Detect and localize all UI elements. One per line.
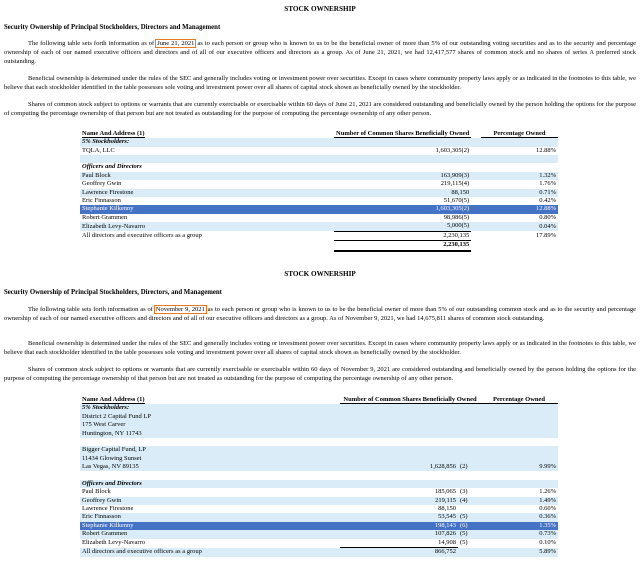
row-shares: 107,826 <box>434 530 456 538</box>
table-row <box>80 413 558 421</box>
row-name: Eric Finnasson <box>82 197 121 204</box>
officers-label: Officers and Directors <box>82 479 142 487</box>
section2-subheading: Security Ownership of Principal Stockholders, Directors, and Management <box>4 289 222 296</box>
row-pct: 1.35% <box>480 522 558 530</box>
row-pct: 0.71% <box>539 188 556 196</box>
row-shares: 1,628,856 <box>430 463 456 470</box>
section1-para1 <box>4 40 636 66</box>
table-row <box>80 172 558 180</box>
table-row-selected[interactable] <box>80 522 558 530</box>
row-name: All directors and executive officers as a group <box>82 548 202 556</box>
section2-title: STOCK OWNERSHIP <box>284 270 356 278</box>
row-shares: 88,150 <box>438 504 456 512</box>
row-pct: 12.88% <box>535 146 556 154</box>
grand-total-value: 2,230,135 <box>334 241 471 251</box>
row-pct: 5.89% <box>539 548 556 556</box>
row-name: Robert Grammen <box>82 530 128 538</box>
row-pct: 0.60% <box>539 504 556 512</box>
table-row <box>80 513 558 521</box>
table-grand-total-row <box>80 241 558 251</box>
section1-para3: Shares of common stock subject to options or warrants that are currently exercisable or exercisable within 60 days of June 21, 2021 are considered outstanding and beneficially owned by the person holding the options for the purpose of computing the percentage ownership of that person but are not treated as outstanding for the purpose of computing the percentage ownership of any other person. <box>4 101 636 117</box>
row-shares: 51,670(5) <box>443 197 470 204</box>
table-total-row <box>80 548 558 557</box>
table-row <box>80 147 558 155</box>
row-shares: 2,230,135 <box>334 231 471 240</box>
table-section-row <box>80 163 558 171</box>
table-section-row <box>80 404 558 413</box>
spacer-row <box>80 438 558 446</box>
table-row <box>80 197 558 205</box>
row-pct: 0.04% <box>539 222 556 230</box>
section1-para2: Beneficial ownership is determined under the rules of the SEC and generally includes voting or investment power over securities. Except in cases where community property laws apply or as indicated in the footnotes to this table, we believe that each stockholder identified in the table possesses sole voting and investment power over all shares of capital stock shown as beneficially owned by the stockholder. <box>4 75 636 91</box>
row-shares: 98,986(5) <box>443 213 470 221</box>
section1-subheading: Security Ownership of Principal Stockholders, Directors and Management <box>4 24 221 31</box>
table-row <box>80 463 558 471</box>
row-pct: 1.26% <box>539 488 556 496</box>
row-pct: 0.10% <box>539 539 556 547</box>
row-name: Robert Grammen <box>82 213 128 221</box>
row-pct: 1.49% <box>539 496 556 504</box>
row-name: Paul Block <box>82 488 111 496</box>
row-shares: 163,909(3) <box>440 171 470 179</box>
row-shares: 5,000(5) <box>447 222 470 230</box>
table-row <box>80 505 558 513</box>
row-shares: 14,908 <box>438 538 456 546</box>
section2-para2: Beneficial ownership is determined under the rules of the SEC and generally includes voting or investment power over securities. Except in cases where community property laws apply or as indicated in the footnotes to this table, we believe that each stockholder identified in the table possesses sole voting and investment power over all shares of capital stock shown as beneficially owned by the stockholder. <box>4 340 636 356</box>
row-pct: 0.42% <box>539 197 556 204</box>
table-row <box>80 222 558 231</box>
table-total-row <box>80 231 558 240</box>
holder1-name: District 2 Capital Fund LP <box>82 412 151 420</box>
five-pct-label: 5% Stockholders: <box>82 404 130 412</box>
section2-ownership-table <box>80 395 558 557</box>
row-name: All directors and executive officers as a group <box>82 232 202 240</box>
spacer-row <box>80 471 558 479</box>
section1-date-highlight[interactable]: June 21, 2021 <box>157 40 195 47</box>
col-pct-header: Percentage Owned <box>480 395 558 404</box>
table-row <box>80 189 558 197</box>
row-footnote: (6) <box>458 522 480 530</box>
row-name: Elizabeth Levy-Navarro <box>82 222 145 230</box>
row-name: Elizabeth Levy-Navarro <box>82 539 145 547</box>
row-pct: 12.88% <box>481 205 558 213</box>
table-section-row <box>80 480 558 488</box>
table-row <box>80 539 558 548</box>
row-footnote: (4) <box>460 496 468 504</box>
row-pct: 17.89% <box>535 232 556 240</box>
row-name: Stephanie Kilkenny <box>80 522 340 530</box>
row-pct: 1.76% <box>539 180 556 188</box>
row-pct: 1.32% <box>539 171 556 179</box>
row-name: Lawrence Firestone <box>82 188 134 196</box>
section2-para1 <box>4 306 636 324</box>
row-pct: 0.73% <box>539 530 556 538</box>
section2-date-highlight[interactable]: November 9, 2021 <box>155 306 205 313</box>
row-shares: 198,143 <box>340 522 458 530</box>
table-row <box>80 214 558 222</box>
col-shares-header: Number of Common Shares Beneficially Owned <box>340 395 480 404</box>
five-pct-label: 5% Stockholders: <box>82 138 130 146</box>
holder1-street: 175 West Carver <box>82 421 126 429</box>
holder2-city: Las Vegas, NV 89135 <box>82 463 139 470</box>
section2-para1-rest: as to each person or group who is known to us to be the beneficial owner of more than 5% of our outstanding common stock and as to the security and percentage ownership of each of our named executive officers and directors and of all of our executive officers and directors as a group. As of November 9, 2021, we had 14,675,811 shares of common stock outstanding. <box>4 306 637 322</box>
table-row-selected[interactable] <box>80 205 558 213</box>
col-name-header: Name And Address (1) <box>82 396 145 404</box>
col-name-header: Name And Address (1) <box>82 130 145 138</box>
row-name: Eric Finnasson <box>82 513 121 521</box>
holder2-name: Bigger Capital Fund, LP <box>82 446 146 454</box>
table-row <box>80 530 558 538</box>
table-row <box>80 421 558 429</box>
section2-para1-lead: The following table sets forth information as of <box>28 306 155 313</box>
table-row <box>80 488 558 496</box>
col-pct-header: Percentage Owned <box>481 129 558 138</box>
row-footnote: (5) <box>460 539 468 547</box>
row-footnote <box>458 505 480 513</box>
row-footnote: (5) <box>460 530 468 538</box>
row-footnote: (2) <box>460 463 468 470</box>
row-name: Paul Block <box>82 171 111 179</box>
row-pct: 0.80% <box>539 213 556 221</box>
row-shares: 1,603,305(2) <box>435 146 470 154</box>
row-shares: 88,150 <box>451 188 470 196</box>
table-row <box>80 497 558 505</box>
row-footnote: (3) <box>460 488 468 496</box>
holder2-street: 11434 Glowing Sunset <box>82 454 142 462</box>
spacer-row <box>80 155 558 163</box>
row-shares: 185,065 <box>434 488 456 496</box>
row-name: TQLA, LLC <box>82 146 115 154</box>
section1-ownership-table <box>80 129 558 252</box>
table-header <box>80 129 558 138</box>
row-pct: 0.36% <box>539 513 556 521</box>
table-row <box>80 430 558 438</box>
row-pct: 9.99% <box>539 463 556 470</box>
row-shares: 53,545 <box>438 513 456 521</box>
row-shares: 1,603,305(2) <box>334 205 471 213</box>
row-shares: 866,752 <box>340 548 458 557</box>
table-header <box>80 395 558 404</box>
table-row <box>80 180 558 188</box>
table-row <box>80 455 558 463</box>
section2-para3: Shares of common stock subject to options or warrants that are currently exercisable or exercisable within 60 days of November 9, 2021 are considered outstanding and beneficially owned by the person holding the options for the purpose of computing the percentage ownership of that person but are not treated as outstanding for the purpose of computing the percentage ownership of any other person. <box>4 366 636 382</box>
row-footnote <box>458 548 480 557</box>
section1-para1-rest: as to each person or group who is known to us to be the beneficial owner of more than 5% of our outstanding voting securities and as to the security and percentage ownership of each of our named executive officers and directors and of all of our executive officers and directors as a group. As of June 21, 2021, we had 12,417,577 shares of common stock and no shares of series A preferred stock outstanding. <box>4 40 636 65</box>
section1-para1-lead: The following table sets forth information as of <box>28 40 157 47</box>
table-section-row <box>80 138 558 147</box>
row-shares: 219,115(4) <box>440 180 470 188</box>
col-shares-header: Number of Common Shares Beneficially Owned <box>336 129 470 137</box>
row-name: Stephanie Kilkenny <box>80 205 334 213</box>
row-footnote: (5) <box>460 513 468 521</box>
row-name: Lawrence Firestone <box>82 504 134 512</box>
table-row <box>80 446 558 454</box>
row-name: Geoffrey Gwin <box>82 496 122 504</box>
holder1-city: Huntington, NY 11743 <box>82 429 142 437</box>
row-name: Geoffrey Gwin <box>82 180 122 188</box>
row-shares: 219,115 <box>435 496 456 504</box>
section1-title: STOCK OWNERSHIP <box>284 5 356 13</box>
officers-label: Officers and Directors <box>82 163 142 171</box>
